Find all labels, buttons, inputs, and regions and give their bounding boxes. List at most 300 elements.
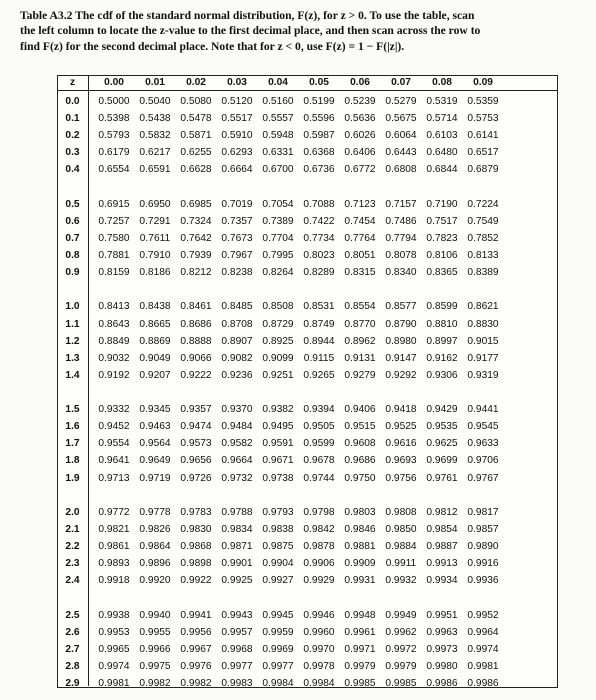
table-cell: 0.9968 (221, 643, 253, 655)
table-cell: 0.9955 (139, 626, 171, 638)
table-cell: 0.9868 (180, 541, 212, 552)
table-cell: 0.9893 (98, 558, 130, 570)
table-cell: 0.9977 (262, 660, 294, 672)
table-cell: 0.9222 (180, 369, 212, 381)
table-cell: 0.7939 (180, 250, 212, 261)
table-cell: 0.9953 (98, 626, 130, 638)
table-cell: 0.9015 (467, 335, 499, 347)
table-cell: 0.9821 (98, 523, 130, 535)
table-cell: 0.5120 (221, 96, 253, 107)
table-cell: 0.8438 (139, 301, 171, 313)
z-row-label: 1.6 (65, 421, 80, 433)
table-cell: 0.9943 (221, 609, 253, 621)
z-row-label: 0.0 (65, 96, 80, 107)
column-header: 0.06 (350, 77, 370, 88)
table-cell: 0.8461 (180, 301, 212, 313)
z-row-label: 2.6 (65, 626, 80, 638)
table-cell: 0.7454 (344, 215, 376, 227)
z-row-label: 1.8 (65, 455, 80, 467)
table-cell: 0.9986 (467, 677, 499, 689)
z-row-label: 2.7 (65, 643, 80, 655)
table-cell: 0.9834 (221, 523, 253, 535)
caption-line: find F(z) for the second decimal place. Note that for z < 0, use F(z) = 1 − F(|z|). (20, 39, 405, 53)
table-cell: 0.9664 (221, 455, 253, 467)
table-cell: 0.7642 (180, 232, 212, 244)
table-cell: 0.8315 (344, 267, 376, 279)
z-row-label: 2.2 (65, 541, 80, 552)
table-cell: 0.9875 (262, 541, 294, 552)
z-row-label: 1.7 (65, 438, 80, 450)
table-cell: 0.5832 (139, 130, 171, 142)
z-row-label: 0.3 (65, 147, 80, 159)
table-cell: 0.8686 (180, 318, 212, 330)
table-cell: 0.5359 (467, 96, 499, 107)
table-cell: 0.9974 (98, 660, 130, 672)
table-cell: 0.8340 (385, 267, 417, 279)
table-cell: 0.7422 (303, 215, 335, 227)
table-cell: 0.9969 (262, 643, 294, 655)
table-cell: 0.8944 (303, 335, 335, 347)
table-cell: 0.7088 (303, 198, 335, 210)
table-cell: 0.8997 (426, 335, 458, 347)
table-cell: 0.5871 (180, 130, 212, 142)
table-cell: 0.9788 (221, 506, 253, 518)
table-cell: 0.9977 (221, 660, 253, 672)
table-cell: 0.5398 (98, 113, 130, 125)
table-cell: 0.6879 (467, 164, 499, 176)
table-cell: 0.9946 (303, 609, 335, 621)
table-cell: 0.5160 (262, 96, 294, 107)
table-cell: 0.9981 (98, 677, 130, 689)
column-header: 0.09 (473, 77, 493, 88)
table-cell: 0.9082 (221, 352, 253, 364)
table-cell: 0.8159 (98, 267, 130, 279)
table-cell: 0.7257 (98, 215, 130, 227)
table-cell: 0.9357 (180, 404, 212, 416)
table-cell: 0.7324 (180, 215, 212, 227)
table-cell: 0.9838 (262, 523, 294, 535)
table-cell: 0.9699 (426, 455, 458, 467)
table-cell: 0.9265 (303, 369, 335, 381)
table-cell: 0.8980 (385, 335, 417, 347)
table-cell: 0.6628 (180, 164, 212, 176)
table-cell: 0.9975 (139, 660, 171, 672)
table-cell: 0.9236 (221, 369, 253, 381)
table-cell: 0.9306 (426, 369, 458, 381)
table-cell: 0.5948 (262, 130, 294, 142)
table-cell: 0.9678 (303, 455, 335, 467)
table-cell: 0.9952 (467, 609, 499, 621)
z-row-label: 0.5 (65, 198, 80, 210)
column-header: 0.04 (268, 77, 288, 88)
table-cell: 0.5040 (139, 96, 171, 107)
table-cell: 0.5910 (221, 130, 253, 142)
table-cell: 0.9986 (426, 677, 458, 689)
table-cell: 0.9984 (303, 677, 335, 689)
table-cell: 0.7357 (221, 215, 253, 227)
table-cell: 0.9830 (180, 523, 212, 535)
z-row-label: 1.9 (65, 472, 80, 484)
table-cell: 0.6517 (467, 147, 499, 159)
table-cell: 0.6103 (426, 130, 458, 142)
table-cell: 0.9750 (344, 472, 376, 484)
table-cell: 0.7611 (139, 232, 171, 244)
table-cell: 0.8770 (344, 318, 376, 330)
table-cell: 0.8729 (262, 318, 294, 330)
table-cell: 0.9099 (262, 352, 294, 364)
table-cell: 0.6368 (303, 147, 335, 159)
table-cell: 0.9927 (262, 575, 294, 587)
table-cell: 0.8810 (426, 318, 458, 330)
table-cell: 0.5557 (262, 113, 294, 125)
table-cell: 0.6406 (344, 147, 376, 159)
table-cell: 0.8186 (139, 267, 171, 279)
table-cell: 0.9964 (467, 626, 499, 638)
table-cell: 0.9817 (467, 506, 499, 518)
z-row-label: 2.0 (65, 506, 80, 518)
table-cell: 0.9982 (180, 677, 212, 689)
table-cell: 0.7910 (139, 250, 171, 261)
table-cell: 0.9906 (303, 558, 335, 570)
table-cell: 0.9861 (98, 541, 130, 552)
z-row-label: 1.1 (65, 318, 80, 330)
table-cell: 0.9984 (262, 677, 294, 689)
table-cell: 0.9961 (344, 626, 376, 638)
table-cell: 0.8264 (262, 267, 294, 279)
table-cell: 0.9884 (385, 541, 417, 552)
table-cell: 0.9971 (344, 643, 376, 655)
table-cell: 0.9850 (385, 523, 417, 535)
table-cell: 0.6700 (262, 164, 294, 176)
table-cell: 0.9744 (303, 472, 335, 484)
table-cell: 0.9803 (344, 506, 376, 518)
table-cell: 0.9463 (139, 421, 171, 433)
column-header: 0.01 (145, 77, 165, 88)
table-cell: 0.9756 (385, 472, 417, 484)
table-cell: 0.8749 (303, 318, 335, 330)
table-cell: 0.9846 (344, 523, 376, 535)
table-cell: 0.7486 (385, 215, 417, 227)
table-cell: 0.9896 (139, 558, 171, 570)
table-cell: 0.9452 (98, 421, 130, 433)
table-cell: 0.9901 (221, 558, 253, 570)
table-cell: 0.5199 (303, 96, 335, 107)
z-row-label: 2.9 (65, 677, 80, 689)
table-cell: 0.9916 (467, 558, 499, 570)
z-row-label: 2.5 (65, 609, 80, 621)
table-cell: 0.6064 (385, 130, 417, 142)
table-cell: 0.5478 (180, 113, 212, 125)
table-cell: 0.9761 (426, 472, 458, 484)
z-row-label: 2.3 (65, 558, 80, 570)
z-row-label: 0.8 (65, 250, 80, 261)
table-cell: 0.9932 (385, 575, 417, 587)
table-cell: 0.6915 (98, 198, 130, 210)
z-row-label: 0.4 (65, 164, 80, 176)
table-cell: 0.9207 (139, 369, 171, 381)
table-cell: 0.9382 (262, 404, 294, 416)
table-cell: 0.8106 (426, 250, 458, 261)
table-cell: 0.9706 (467, 455, 499, 467)
table-cell: 0.9319 (467, 369, 499, 381)
column-header: 0.03 (227, 77, 247, 88)
table-cell: 0.9429 (426, 404, 458, 416)
table-cell: 0.6217 (139, 147, 171, 159)
table-cell: 0.9554 (98, 438, 130, 450)
table-cell: 0.9948 (344, 609, 376, 621)
table-cell: 0.5080 (180, 96, 212, 107)
table-cell: 0.5675 (385, 113, 417, 125)
table-cell: 0.9545 (467, 421, 499, 433)
table-cell: 0.7190 (426, 198, 458, 210)
table-cell: 0.6664 (221, 164, 253, 176)
table-cell: 0.9871 (221, 541, 253, 552)
table-cell: 0.9772 (98, 506, 130, 518)
table-cell: 0.9982 (139, 677, 171, 689)
table-cell: 0.8554 (344, 301, 376, 313)
table-cell: 0.7580 (98, 232, 130, 244)
table-cell: 0.9671 (262, 455, 294, 467)
table-cell: 0.8238 (221, 267, 253, 279)
table-cell: 0.9582 (221, 438, 253, 450)
table-cell: 0.7123 (344, 198, 376, 210)
z-row-label: 0.7 (65, 232, 80, 244)
table-cell: 0.9573 (180, 438, 212, 450)
table-cell: 0.7704 (262, 232, 294, 244)
z-row-label: 2.1 (65, 523, 80, 535)
table-cell: 0.6179 (98, 147, 130, 159)
table-cell: 0.6293 (221, 147, 253, 159)
table-cell: 0.9162 (426, 352, 458, 364)
table-cell: 0.9967 (180, 643, 212, 655)
table-cell: 0.9599 (303, 438, 335, 450)
table-cell: 0.6736 (303, 164, 335, 176)
table-cell: 0.7517 (426, 215, 458, 227)
table-cell: 0.8869 (139, 335, 171, 347)
table-cell: 0.9032 (98, 352, 130, 364)
table-cell: 0.8212 (180, 267, 212, 279)
table-cell: 0.9960 (303, 626, 335, 638)
table-cell: 0.7157 (385, 198, 417, 210)
table-cell: 0.8962 (344, 335, 376, 347)
table-cell: 0.8508 (262, 301, 294, 313)
table-cell: 0.9279 (344, 369, 376, 381)
table-cell: 0.9474 (180, 421, 212, 433)
table-cell: 0.9564 (139, 438, 171, 450)
table-cell: 0.8485 (221, 301, 253, 313)
table-cell: 0.7291 (139, 215, 171, 227)
table-cell: 0.9918 (98, 575, 130, 587)
table-cell: 0.9949 (385, 609, 417, 621)
table-cell: 0.9732 (221, 472, 253, 484)
z-row-label: 1.5 (65, 404, 80, 416)
table-cell: 0.9881 (344, 541, 376, 552)
table-cell: 0.6255 (180, 147, 212, 159)
table-cell: 0.8289 (303, 267, 335, 279)
table-cell: 0.9979 (344, 660, 376, 672)
table-cell: 0.9656 (180, 455, 212, 467)
table-cell: 0.9625 (426, 438, 458, 450)
table-cell: 0.9649 (139, 455, 171, 467)
table-cell: 0.9857 (467, 523, 499, 535)
table-cell: 0.8051 (344, 250, 376, 261)
table-cell: 0.7852 (467, 232, 499, 244)
table-cell: 0.9495 (262, 421, 294, 433)
table-cell: 0.9980 (426, 660, 458, 672)
table-cell: 0.5636 (344, 113, 376, 125)
table-cell: 0.8599 (426, 301, 458, 313)
table-cell: 0.7823 (426, 232, 458, 244)
table-cell: 0.7224 (467, 198, 499, 210)
table-cell: 0.7764 (344, 232, 376, 244)
table-cell: 0.6443 (385, 147, 417, 159)
table-cell: 0.9978 (303, 660, 335, 672)
table-cell: 0.9962 (385, 626, 417, 638)
table-cell: 0.9591 (262, 438, 294, 450)
table-cell: 0.6591 (139, 164, 171, 176)
table-cell: 0.8413 (98, 301, 130, 313)
table-cell: 0.5239 (344, 96, 376, 107)
caption-line: Table A3.2 The cdf of the standard normal distribution, F(z), for z > 0. To use the table, scan (20, 9, 475, 22)
table-cell: 0.9292 (385, 369, 417, 381)
table-cell: 0.9484 (221, 421, 253, 433)
table-cell: 0.9406 (344, 404, 376, 416)
table-cell: 0.9934 (426, 575, 458, 587)
table-cell: 0.9965 (98, 643, 130, 655)
table-cell: 0.9957 (221, 626, 253, 638)
column-header: 0.07 (391, 77, 411, 88)
table-cell: 0.9979 (385, 660, 417, 672)
table-cell: 0.5517 (221, 113, 253, 125)
table-cell: 0.9959 (262, 626, 294, 638)
table-caption (20, 8, 576, 54)
table-cell: 0.5596 (303, 113, 335, 125)
table-cell: 0.6808 (385, 164, 417, 176)
table-cell: 0.9251 (262, 369, 294, 381)
table-cell: 0.9812 (426, 506, 458, 518)
table-cell: 0.9418 (385, 404, 417, 416)
table-cell: 0.9973 (426, 643, 458, 655)
table-cell: 0.9963 (426, 626, 458, 638)
table-cell: 0.9931 (344, 575, 376, 587)
table-cell: 0.8665 (139, 318, 171, 330)
table-cell: 0.9192 (98, 369, 130, 381)
table-cell: 0.9719 (139, 472, 171, 484)
table-cell: 0.9911 (385, 558, 417, 570)
table-cell: 0.8643 (98, 318, 130, 330)
z-row-label: 2.8 (65, 660, 80, 672)
table-cell: 0.8133 (467, 250, 499, 261)
table-cell: 0.9370 (221, 404, 253, 416)
table-cell: 0.6554 (98, 164, 130, 176)
table-cell: 0.6985 (180, 198, 212, 210)
table-cell: 0.9854 (426, 523, 458, 535)
table-cell: 0.9066 (180, 352, 212, 364)
z-row-label: 0.6 (65, 215, 80, 227)
column-header: 0.00 (104, 77, 124, 88)
table-cell: 0.8531 (303, 301, 335, 313)
table-cell: 0.8830 (467, 318, 499, 330)
table-cell: 0.6772 (344, 164, 376, 176)
table-cell: 0.8849 (98, 335, 130, 347)
table-cell: 0.9887 (426, 541, 458, 552)
table-cell: 0.7995 (262, 250, 294, 261)
table-cell: 0.9633 (467, 438, 499, 450)
table-cell: 0.9925 (221, 575, 253, 587)
table-cell: 0.7673 (221, 232, 253, 244)
table-cell: 0.8925 (262, 335, 294, 347)
table-cell: 0.7881 (98, 250, 130, 261)
table-cell: 0.7967 (221, 250, 253, 261)
table-cell: 0.5793 (98, 130, 130, 142)
table-cell: 0.8023 (303, 250, 335, 261)
table-cell: 0.9985 (385, 677, 417, 689)
table-cell: 0.9441 (467, 404, 499, 416)
table-cell: 0.9913 (426, 558, 458, 570)
table-cell: 0.7019 (221, 198, 253, 210)
table-cell: 0.8907 (221, 335, 253, 347)
table-cell: 0.6844 (426, 164, 458, 176)
table-cell: 0.9808 (385, 506, 417, 518)
table-cell: 0.9945 (262, 609, 294, 621)
z-row-label: 1.0 (65, 301, 80, 313)
table-cell: 0.9726 (180, 472, 212, 484)
table-cell: 0.5438 (139, 113, 171, 125)
table-cell: 0.8790 (385, 318, 417, 330)
table-cell: 0.9535 (426, 421, 458, 433)
table-cell: 0.8365 (426, 267, 458, 279)
table-cell: 0.9936 (467, 575, 499, 587)
table-cell: 0.9983 (221, 677, 253, 689)
caption-line: the left column to locate the z-value to the first decimal place, and then scan across the row to (20, 24, 481, 38)
table-cell: 0.9976 (180, 660, 212, 672)
table-cell: 0.7549 (467, 215, 499, 227)
table-cell: 0.9904 (262, 558, 294, 570)
table-cell: 0.9929 (303, 575, 335, 587)
table-cell: 0.5000 (98, 96, 130, 107)
z-row-label: 1.4 (65, 369, 80, 381)
z-row-label: 0.9 (65, 267, 80, 279)
table-cell: 0.9966 (139, 643, 171, 655)
table-cell: 0.9974 (467, 643, 499, 655)
table-cell: 0.9115 (303, 352, 335, 364)
table-cell: 0.9394 (303, 404, 335, 416)
table-cell: 0.8577 (385, 301, 417, 313)
table-cell: 0.9793 (262, 506, 294, 518)
table-cell: 0.9616 (385, 438, 417, 450)
table-cell: 0.6331 (262, 147, 294, 159)
table-cell: 0.6480 (426, 147, 458, 159)
table-cell: 0.9332 (98, 404, 130, 416)
table-cell: 0.5279 (385, 96, 417, 107)
table-cell: 0.8888 (180, 335, 212, 347)
table-cell: 0.9525 (385, 421, 417, 433)
table-cell: 0.9890 (467, 541, 499, 552)
table-cell: 0.9686 (344, 455, 376, 467)
table-cell: 0.5753 (467, 113, 499, 125)
table-cell: 0.9798 (303, 506, 335, 518)
table-cell: 0.5714 (426, 113, 458, 125)
table-cell: 0.9864 (139, 541, 171, 552)
table-cell: 0.9920 (139, 575, 171, 587)
table-cell: 0.9842 (303, 523, 335, 535)
column-header: 0.08 (432, 77, 452, 88)
table-cell: 0.9693 (385, 455, 417, 467)
z-row-label: 0.2 (65, 130, 80, 142)
table-cell: 0.9878 (303, 541, 335, 552)
table-cell: 0.9940 (139, 609, 171, 621)
z-column-header: z (69, 77, 76, 88)
